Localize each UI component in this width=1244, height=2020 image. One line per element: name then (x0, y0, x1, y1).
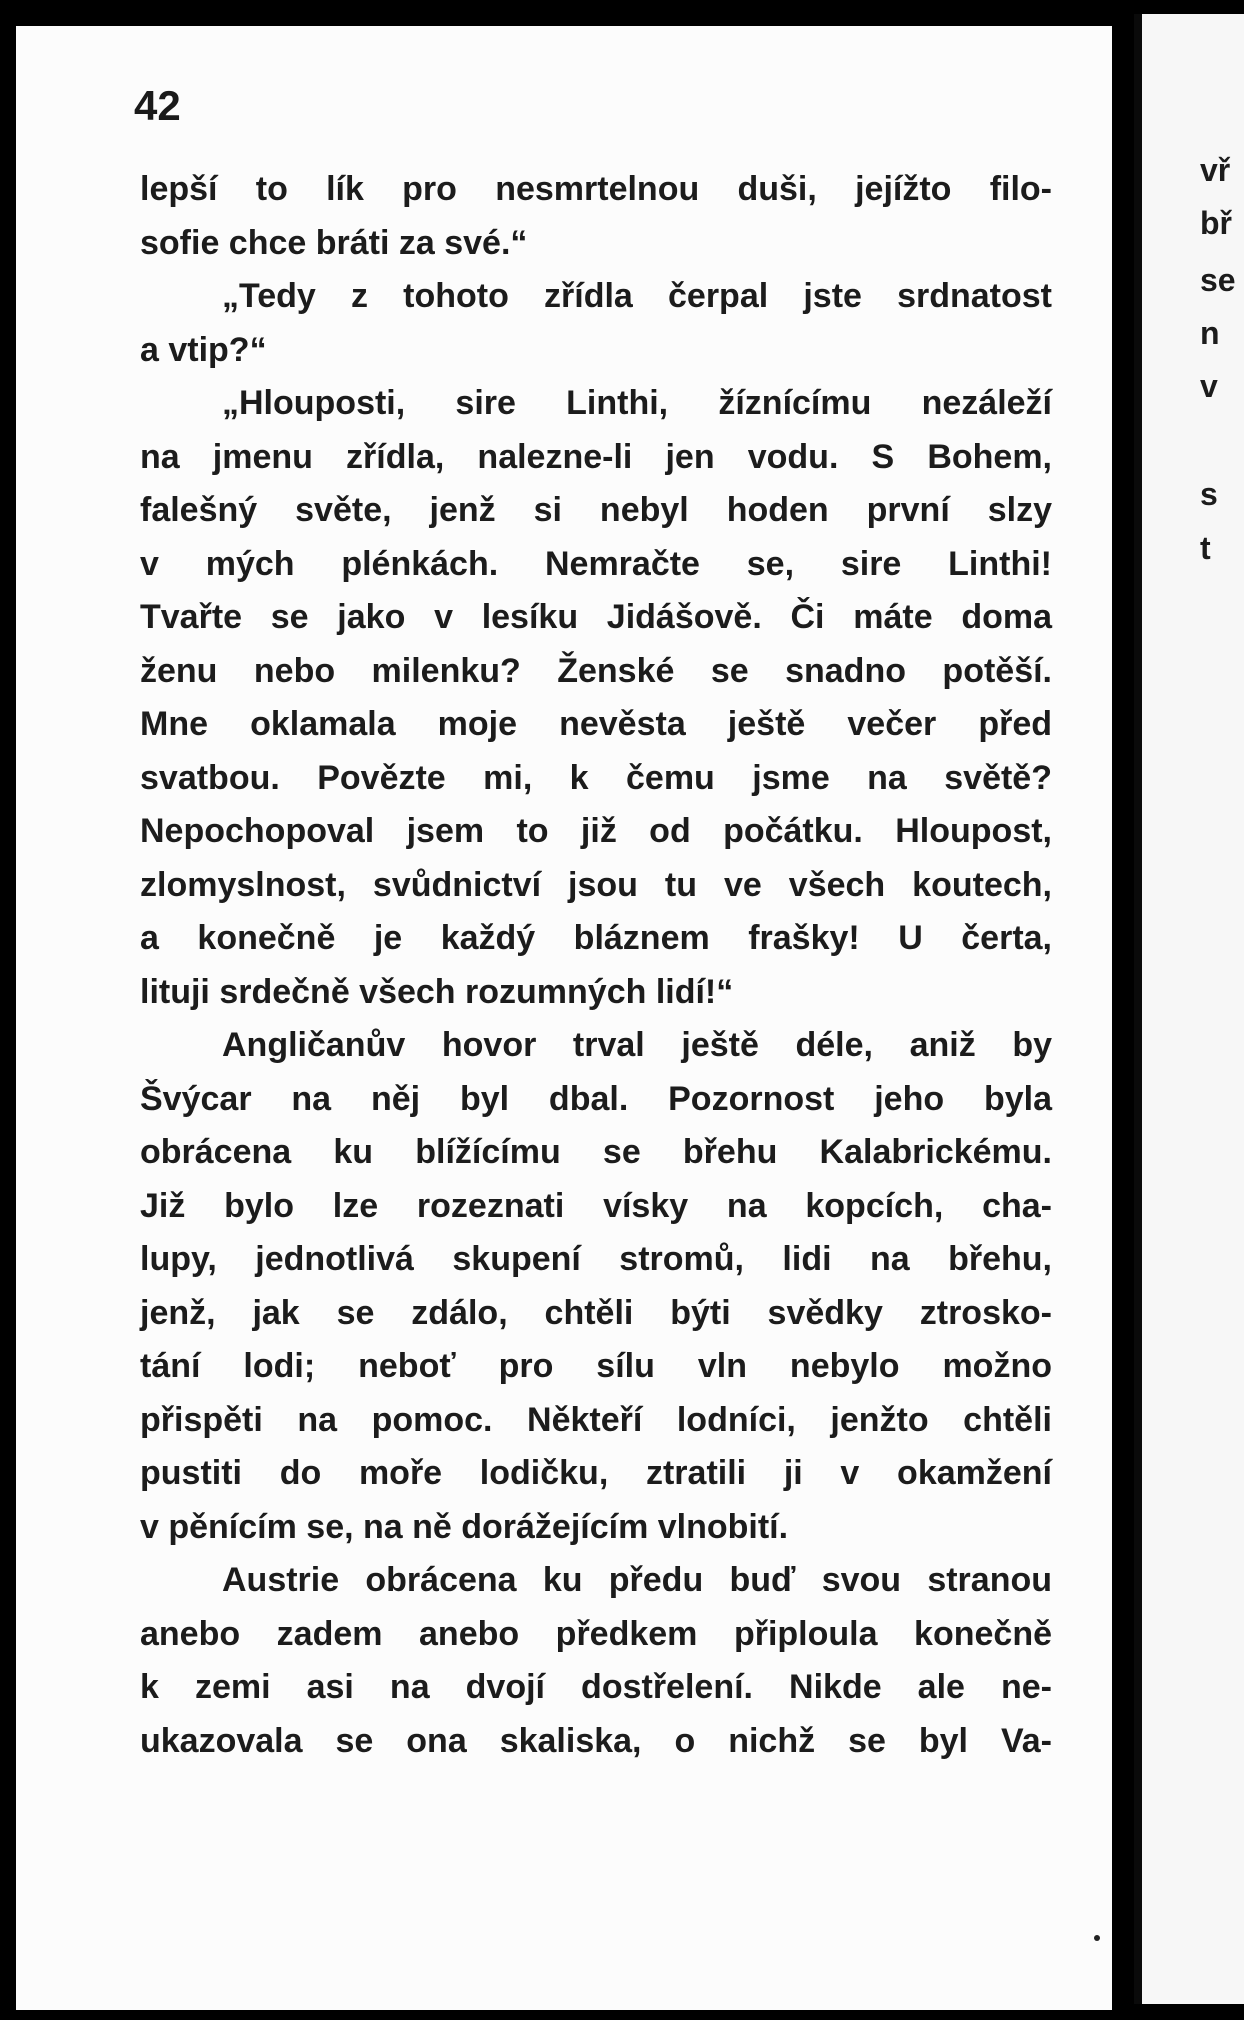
text-line: Mne oklamala moje nevěsta ještě večer před (140, 705, 1052, 743)
text-line: jenž, jak se zdálo, chtěli býti svědky ztrosko- (140, 1293, 1052, 1332)
text-line: v mých plénkách. Nemračte se, sire Linthi! (140, 544, 1052, 583)
text-line: falešný světe, jenž si nebyl hoden první slzy (140, 491, 1052, 529)
text-line: zlomyslnost, svůdnictví jsou tu ve všech koutech, (140, 865, 1052, 904)
text-line: k zemi asi na dvojí dostřelení. Nikde ale ne- (140, 1668, 1052, 1706)
text-line: lituji srdečně všech rozumných lidí!“ (140, 972, 734, 1011)
page-speck (1094, 1935, 1100, 1941)
text-line: „Hlouposti, sire Linthi, žíznícímu nezáleží (222, 384, 1052, 422)
text-line: tání lodi; neboť pro sílu vln nebylo možno (140, 1347, 1052, 1385)
text-line: pustiti do moře lodičku, ztratili ji v okamžení (140, 1454, 1052, 1492)
text-line: v pěnícím se, na ně dorážejícím vlnobití. (140, 1507, 789, 1546)
text-line: Angličanův hovor trval ještě déle, aniž by (222, 1026, 1052, 1064)
text-line: ukazovala se ona skaliska, o nichž se byl Va- (140, 1721, 1052, 1760)
text-line: „Tedy z tohoto zřídla čerpal jste srdnatost (222, 277, 1052, 315)
next-page-fragment: s (1200, 476, 1218, 512)
text-line: lupy, jednotlivá skupení stromů, lidi na břehu, (140, 1240, 1052, 1278)
text-line: Nepochopoval jsem to již od počátku. Hloupost, (140, 812, 1052, 850)
text-line: obrácena ku blížícímu se břehu Kalabrickému. (140, 1133, 1052, 1171)
page-number: 42 (134, 82, 181, 129)
text-line: a vtip?“ (140, 330, 267, 369)
text-line: Švýcar na něj byl dbal. Pozornost jeho byla (140, 1079, 1052, 1118)
next-page-fragment: bř (1200, 205, 1232, 241)
text-line: Tvařte se jako v lesíku Jidášově. Či máte doma (140, 598, 1052, 636)
text-line: a konečně je každý bláznem frašky! U čerta, (140, 919, 1052, 957)
next-page-fragment: v (1200, 368, 1218, 404)
body-text (140, 163, 1052, 1768)
next-page-fragment: vř (1200, 152, 1231, 188)
text-line: sofie chce bráti za své.“ (140, 223, 528, 262)
page-gutter-shadow (1134, 14, 1142, 2004)
text-line: svatbou. Povězte mi, k čemu jsme na světě? (140, 758, 1052, 797)
next-page-fragment: n (1200, 315, 1220, 351)
text-line: Již bylo lze rozeznati vísky na kopcích, cha- (140, 1186, 1052, 1225)
next-page-edge (1134, 14, 1244, 2004)
text-line: lepší to lík pro nesmrtelnou duši, jejížto filo- (140, 170, 1052, 208)
next-page-fragment: se (1200, 262, 1236, 298)
text-line: ženu nebo milenku? Ženské se snadno potěší. (140, 651, 1052, 690)
text-line: na jmenu zřídla, nalezne-li jen vodu. S Bohem, (140, 437, 1052, 476)
text-line: Austrie obrácena ku předu buď svou stranou (222, 1561, 1052, 1599)
text-line: anebo zadem anebo předkem připloula konečně (140, 1614, 1052, 1653)
next-page-fragment: t (1200, 530, 1211, 566)
text-line: přispěti na pomoc. Někteří lodníci, jenžto chtěli (140, 1400, 1052, 1439)
